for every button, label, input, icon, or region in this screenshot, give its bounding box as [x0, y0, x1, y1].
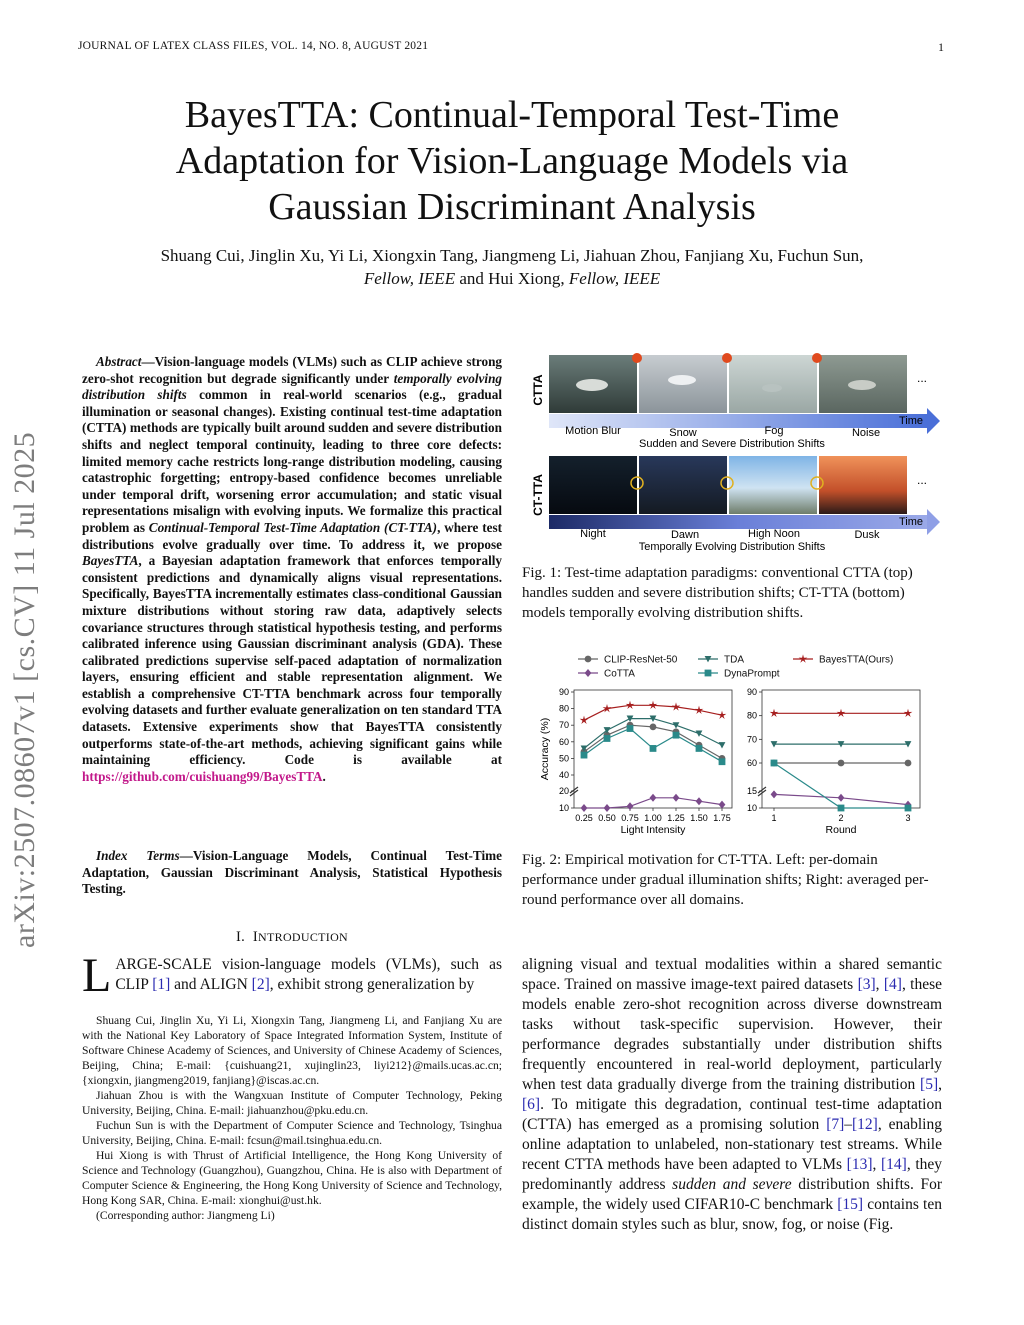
citation[interactable]: [6] — [522, 1096, 541, 1113]
intro-right-column — [522, 955, 942, 1235]
figure-2 — [522, 645, 942, 845]
abstract-label: Abstract — [96, 354, 142, 369]
cttta-domain-label: Night — [580, 528, 606, 540]
intro-emphasis: sudden and severe — [672, 1176, 792, 1193]
citation[interactable]: [3] — [857, 976, 876, 993]
ctta-domain-label: Fog — [764, 425, 784, 437]
footnote-paragraph: Jiahuan Zhou is with the Wangxuan Institute of Computer Technology, Peking University, Beijing, China. E-mail: jiahuanzhou@pku.edu.cn. — [82, 1089, 502, 1117]
chart-legend — [578, 654, 893, 679]
bottom-ellipsis: ... — [917, 473, 928, 487]
title-line: Gaussian Discriminant Analysis — [268, 186, 756, 228]
left-chart — [539, 687, 732, 836]
y-tick-label: 20 — [558, 786, 569, 796]
abstract-emphasis: Continual-Temporal Test-Time Adaptation (CT-TTA) — [148, 519, 438, 535]
legend-marker — [585, 669, 592, 677]
y-tick-label: 70 — [558, 720, 569, 731]
data-point — [838, 805, 845, 812]
intro-text: , these models enable zero-shot recognition across diverse downstream tasks without task-specific supervision. However, their performance degrades substantially under distribution shifts frequently encountered in real-world deployment, particularly when test data gradually diverge from the training distribution — [522, 976, 943, 1093]
title-line: Adaptation for Vision-Language Models via — [175, 140, 849, 182]
abstract-emphasis: temporally evolving distribution shifts — [82, 370, 502, 403]
cttta-time-bar — [549, 515, 927, 529]
data-point — [581, 804, 588, 812]
legend-label: CLIP-ResNet-50 — [604, 654, 678, 666]
x-tick-label: 3 — [905, 813, 911, 823]
intro-text: , they predominantly address — [522, 1156, 943, 1193]
intro-left-column — [82, 949, 502, 1002]
cttta-time-arrowhead — [927, 509, 940, 535]
night-image — [549, 456, 637, 514]
data-point — [650, 745, 657, 752]
authors-line: Shuang Cui, Jinglin Xu, Yi Li, Xiongxin Tang, Jiangmeng Li, Jiahuan Zhou, Fanjiang Xu, Fuchun Sun, — [160, 246, 864, 265]
y-axis-label: Accuracy (%) — [539, 717, 551, 781]
data-point — [673, 794, 680, 802]
y-tick-label: 90 — [746, 687, 757, 697]
legend-label: DynaPrompt — [724, 668, 780, 680]
abstract-text: . — [322, 768, 326, 784]
fellow-tag: Fellow, IEEE — [568, 269, 661, 288]
data-point — [673, 732, 680, 739]
abstract-text: , where test distributions evolve gradually over time. To address it, we propose — [82, 519, 502, 552]
ctta-caption: Sudden and Severe Distribution Shifts — [639, 438, 825, 450]
intro-text: . To mitigate this degradation, continual test-time adaptation (CTTA) has emerged as a promising solution — [522, 1096, 942, 1133]
intro-text: vision-language models (VLMs), such as CLIP — [115, 956, 502, 993]
data-point — [696, 797, 703, 805]
legend-label: CoTTA — [604, 668, 635, 680]
abstract — [82, 354, 502, 785]
figure-1 — [522, 350, 942, 555]
intro-text: , — [938, 1076, 942, 1093]
data-point — [580, 716, 589, 724]
citation[interactable]: [15] — [837, 1196, 864, 1213]
abstract-text: common in real-world scenarios (e.g., gradual illumination or seasonal changes). Existing continual test-time adaptation (CTTA) methods are typically built around sudden and severe distribution shifts and neglect temporal continuity, leading to three core defects: limited memory cache restricts long-range distribution modeling, causing catastrophic forgetting; entropy-based confidence becomes unreliable under temporal drift, worsening error accumulation; and static visual representations misalign with evolving inputs. We formalize this practical problem as — [82, 387, 502, 535]
fellow-tag: Fellow, IEEE — [363, 269, 456, 288]
intro-text: , — [872, 1156, 881, 1173]
arxiv-identifier: arXiv:2507.08607v1 [cs.CV] 11 Jul 2025 — [8, 431, 41, 948]
intro-text: , exhibit strong generalization by — [269, 976, 475, 993]
abstract-text: , a Bayesian adaptation framework that enforces temporally consistent predictions and dynamically aligns visual representations. Specifically, BayesTTA incrementally estimates class-conditional Gaussian mixture distributions without storing raw data, adaptively selects covariance structures through statistical hypothesis testing, and performs calibrated inference using Gaussian discriminant analysis (GDA). These calibrated predictions supervise self-paced adaptation of normalization layers, ensuring efficient and stable representation alignment. We establish a comprehensive CT-TTA benchmark across four temporally evolving datasets and further evaluate generalization on ten standard TTA datasets. Extensive experiments show that BayesTTA consistently outperforms state-of-the-art methods, achieving significant gains while maintaining efficiency. Code is available at — [82, 553, 502, 768]
x-axis-label: Round — [825, 824, 857, 836]
citation[interactable]: [13] — [846, 1156, 873, 1173]
data-point — [719, 742, 726, 748]
data-point — [771, 760, 778, 767]
cttta-row-label: CT-TTA — [531, 474, 545, 516]
data-point — [719, 758, 726, 765]
y-tick-label: 40 — [558, 770, 569, 780]
footnote-paragraph: Shuang Cui, Jinglin Xu, Yi Li, Xiongxin Tang, Jiangmeng Li, and Fanjiang Xu are with the National Key Laboratory of Space Integrated Information System, Institute of Software Chinese Academy of Sciences, and University of Chinese Academy of Sciences, Beijing, China; E-mail: {cuishuang21, xujinglin23, liyi212}@mails.ucas.ac.cn; {xiongxin, jiangmeng2019, fanjiang}@iscas.ac.cn. — [82, 1014, 502, 1087]
intro-text: contains ten distinct domain styles such as blur, snow, fog, or noise (Fig. — [522, 1196, 942, 1233]
author-footnotes — [82, 1013, 502, 1223]
right-chart — [747, 687, 920, 836]
shift-burst-icon — [722, 353, 732, 363]
ctta-time-arrowhead — [927, 408, 940, 434]
legend-label: BayesTTA(Ours) — [819, 654, 894, 666]
page-number: 1 — [938, 40, 944, 54]
data-point — [696, 731, 703, 737]
y-tick-label: 10 — [746, 803, 757, 813]
section-heading — [82, 929, 502, 946]
citation[interactable]: [4] — [883, 976, 902, 993]
y-tick-label: 50 — [558, 753, 569, 764]
data-point — [905, 760, 912, 767]
section-number: I. — [235, 929, 246, 945]
footnote-paragraph: (Corresponding author: Jiangmeng Li) — [96, 1209, 275, 1222]
y-tick-label: 60 — [558, 736, 569, 747]
figure-2-caption: Fig. 2: Empirical motivation for CT-TTA. Left: per-domain performance under gradual illumination shifts; Right: averaged per-round performance over all domains. — [522, 852, 929, 908]
cttta-domain-label: High Noon — [748, 528, 800, 540]
index-terms-label: Index Terms — [96, 848, 180, 863]
citation[interactable]: [14] — [881, 1156, 907, 1173]
data-point — [838, 794, 845, 802]
citation[interactable]: [2] — [251, 976, 270, 993]
ctta-domain-label: Snow — [669, 427, 697, 439]
shift-burst-icon — [812, 353, 822, 363]
paper-title — [100, 92, 924, 230]
data-point — [650, 723, 657, 730]
x-tick-label: 1.75 — [713, 813, 731, 823]
intro-text: – — [844, 1116, 853, 1133]
x-tick-label: 1.00 — [644, 813, 662, 823]
data-point — [627, 725, 634, 732]
top-ellipsis: ... — [917, 371, 928, 385]
author-list — [110, 244, 914, 290]
abstract-text: —Vision-language models (VLMs) such as CLIP achieve strong zero-shot recognition but degrade significantly under — [82, 354, 502, 386]
data-point — [627, 802, 634, 810]
cttta-domain-label: Dawn — [670, 529, 700, 541]
y-tick-label: 10 — [558, 803, 569, 813]
figure-1-caption: Fig. 1: Test-time adaptation paradigms: conventional CTTA (top) handles sudden and severe distribution shifts; CT-TTA (bottom) models temporally evolving distribution shifts. — [522, 565, 913, 621]
y-tick-label: 80 — [558, 703, 569, 714]
x-axis-label: Light Intensity — [620, 824, 686, 836]
title-line: BayesTTA: Continual-Temporal Test-Time — [184, 94, 840, 136]
x-tick-label: 1.50 — [690, 813, 708, 823]
data-point — [771, 790, 778, 798]
authors-and: and Hui Xiong, — [455, 269, 569, 288]
y-tick-label: 60 — [746, 758, 757, 768]
cttta-domain-label: Dusk — [854, 529, 880, 541]
abstract-emphasis: BayesTTA — [82, 553, 139, 569]
data-point — [581, 752, 588, 759]
section-title-rest: NTRODUCTION — [258, 930, 349, 944]
high-noon-image — [729, 456, 817, 514]
cttta-time-label: Time — [899, 516, 924, 528]
y-tick-label: 80 — [746, 710, 757, 721]
data-point — [650, 794, 657, 802]
intro-text: distribution shifts. For example, the widely used CIFAR10-C benchmark — [522, 1176, 942, 1213]
citation[interactable]: [12] — [852, 1116, 878, 1133]
citation[interactable]: [7] — [826, 1116, 845, 1133]
dawn-image — [639, 456, 727, 514]
x-tick-label: 0.50 — [598, 813, 616, 823]
ctta-domain-label: Motion Blur — [565, 425, 621, 437]
fog-image — [729, 355, 817, 413]
ctta-time-label: Time — [899, 415, 924, 427]
legend-marker — [705, 670, 712, 677]
running-head: JOURNAL OF LATEX CLASS FILES, VOL. 14, NO. 8, AUGUST 2021 — [78, 40, 429, 52]
legend-marker — [585, 656, 592, 663]
cttta-caption: Temporally Evolving Distribution Shifts — [638, 541, 826, 553]
intro-text: aligning visual and textual modalities within a shared semantic space. Trained on massive image-text paired datasets — [522, 956, 942, 993]
authors-line-2 — [110, 267, 914, 290]
index-terms-text: —Vision-Language Models, Continual Test-Time Adaptation, Gaussian Discriminant Analysis, Statistical Hypothesis Testing. — [82, 848, 502, 897]
x-tick-label: 2 — [838, 813, 844, 823]
y-tick-label: 15 — [746, 786, 757, 796]
footnote-paragraph: Hui Xiong is with Thrust of Artificial Intelligence, the Hong Kong University of Science and Technology (Guangzhou), Guangzhou, China. He is also with Department of Computer Science & Engineering, the Hong Kong University of Science and Technology, Hong Kong SAR, China. E-mail: xionghui@ust.hk. — [82, 1149, 502, 1207]
data-point — [719, 801, 726, 809]
intro-text: , — [875, 976, 884, 993]
ctta-row-label: CTTA — [531, 374, 545, 406]
y-tick-label: 70 — [746, 734, 757, 745]
drop-cap: L — [82, 949, 112, 1002]
data-point — [604, 804, 611, 812]
code-link[interactable]: https://github.com/cuishuang99/BayesTTA — [82, 768, 323, 784]
dusk-image — [819, 456, 907, 514]
intro-first-word: ARGE-SCALE — [115, 956, 212, 973]
legend-label: TDA — [724, 654, 744, 666]
data-point — [838, 760, 845, 767]
citation[interactable]: [1] — [152, 976, 171, 993]
citation[interactable]: [5] — [920, 1076, 939, 1093]
index-terms — [82, 848, 502, 898]
y-tick-label: 90 — [558, 687, 569, 697]
x-tick-label: 1.25 — [667, 813, 685, 823]
plot-frame — [762, 690, 920, 808]
ctta-domain-label: Noise — [851, 427, 881, 439]
x-tick-label: 1 — [771, 813, 777, 823]
footnote-paragraph: Fuchun Sun is with the Department of Computer Science and Technology, Tsinghua University, Beijing, China. E-mail: fcsun@mail.tsinghua.edu.cn. — [82, 1119, 502, 1147]
data-point — [673, 722, 680, 728]
data-point — [905, 805, 912, 812]
intro-text: and ALIGN — [170, 976, 252, 993]
data-point — [604, 735, 611, 742]
x-tick-label: 0.75 — [621, 813, 639, 823]
data-point — [696, 745, 703, 752]
section-title-cap: I — [252, 929, 259, 945]
shift-burst-icon — [632, 353, 642, 363]
intro-text: , enabling online adaptation to unlabeled, non-stationary test streams. While recent CTTA methods have been adapted to VLMs — [522, 1116, 942, 1173]
x-tick-label: 0.25 — [575, 813, 593, 823]
